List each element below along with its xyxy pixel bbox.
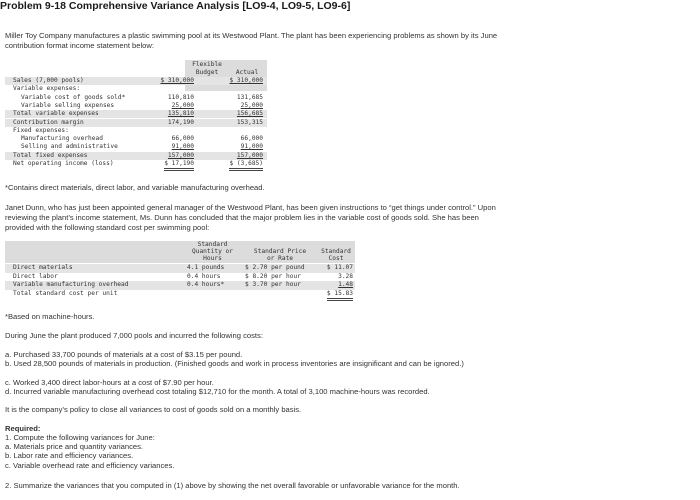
cost-item-c: c. Worked 3,400 direct labor-hours at a cost of $7.90 per hour.: [5, 378, 214, 387]
paragraph-june-costs: During June the plant produced 7,000 pools and incurred the following costs:: [5, 331, 263, 340]
is-row-sales: Sales (7,000 pools) $ 310,000 $ 310,000: [5, 77, 267, 85]
flex-header-line1: Flexible: [192, 61, 222, 68]
cost-header-line1: Standard: [321, 248, 351, 255]
is-row-selling-admin: Selling and administrative 91,000 91,000: [21, 143, 263, 151]
required-item-1a: a. Materials price and quantity variances.: [5, 442, 144, 451]
flex-header-line2: Budget: [195, 69, 219, 76]
required-heading: Required:: [5, 424, 41, 433]
problem-title: Problem 9-18 Comprehensive Variance Analysis [LO9-4, LO9-5, LO9-6]: [0, 0, 351, 12]
sc-row-direct-materials: Direct materials 4.1 pounds $ 2.70 per pound $ 11.07: [5, 264, 355, 273]
sc-row-total: Total standard cost per unit $ 15.83: [5, 290, 355, 299]
qty-header-line1: Standard: [197, 241, 228, 248]
sc-row-variable-overhead: Variable manufacturing overhead 0.4 hours* $ 3.70 per hour 1.48: [5, 281, 355, 290]
is-row-var-selling: Variable selling expenses 25,000 25,000: [21, 101, 263, 109]
standard-cost-table: [5, 241, 355, 301]
is-row-var-cogs: Variable cost of goods sold* 110,810 131,685: [21, 93, 263, 101]
footnote-cogs: *Contains direct materials, direct labor, and variable manufacturing overhead.: [5, 183, 265, 192]
paragraph-janet-dunn: Janet Dunn, who has just been appointed general manager of the Westwood Plant, has been given instructions to “get things under control.” Upon reviewing the plant’s income statement, Ms. Dunn has concluded that the major problem lies in the variable cost of goods sold. She has been provided with the following standard cost per swimming pool:: [5, 203, 496, 232]
cost-header-line2: Cost: [328, 255, 344, 262]
is-row-contribution: Contribution margin 174,190 153,315: [5, 119, 267, 127]
paragraph-policy: It is the company’s policy to close all variances to cost of goods sold on a monthly basis.: [5, 405, 302, 414]
qty-header-line3: Hours: [203, 255, 222, 262]
cost-item-b: b. Used 28,500 pounds of materials in production. (Finished goods and work in process inventories are insignificant and can be ignored.): [5, 359, 464, 368]
income-statement-table: [5, 60, 267, 173]
is-row-mfg-overhead: Manufacturing overhead 66,000 66,000: [21, 135, 263, 143]
intro-paragraph: Miller Toy Company manufactures a plastic swimming pool at its Westwood Plant. The plant has been experiencing problems as shown by its June contribution format income statement below:: [5, 31, 498, 50]
required-item-1c: c. Variable overhead rate and efficiency variances.: [5, 461, 175, 470]
price-header-line2: or Rate: [266, 255, 294, 262]
is-row-total-fixed: Total fixed expenses 157,000 157,000: [5, 152, 267, 160]
price-header-line1: Standard Price: [253, 248, 307, 255]
cost-item-a: a. Purchased 33,700 pounds of materials at a cost of $3.15 per pound.: [5, 350, 243, 359]
actual-header: Actual: [235, 69, 259, 76]
required-item-1: 1. Compute the following variances for June:: [5, 433, 155, 442]
required-item-2: 2. Summarize the variances that you computed in (1) above by showing the net overall favorable or unfavorable variance for the month.: [5, 481, 460, 490]
is-row-total-variable: Total variable expenses 135,810 156,685: [5, 110, 267, 118]
sc-row-direct-labor: Direct labor 0.4 hours $ 8.20 per hour 3.28: [13, 272, 353, 280]
is-row-net-income: Net operating income (loss) $ 17,190 $ (3,685): [5, 160, 267, 168]
is-row-fixed-expenses: Fixed expenses:: [13, 126, 69, 134]
is-row-variable-expenses: Variable expenses:: [13, 85, 81, 93]
footnote-machine-hours: *Based on machine-hours.: [5, 312, 95, 321]
qty-header-line2: Quantity or: [192, 248, 233, 255]
cost-item-d: d. Incurred variable manufacturing overhead cost totaling $12,710 for the month. A total of 3,100 machine-hours was recorded.: [5, 387, 430, 396]
required-item-1b: b. Labor rate and efficiency variances.: [5, 451, 134, 460]
